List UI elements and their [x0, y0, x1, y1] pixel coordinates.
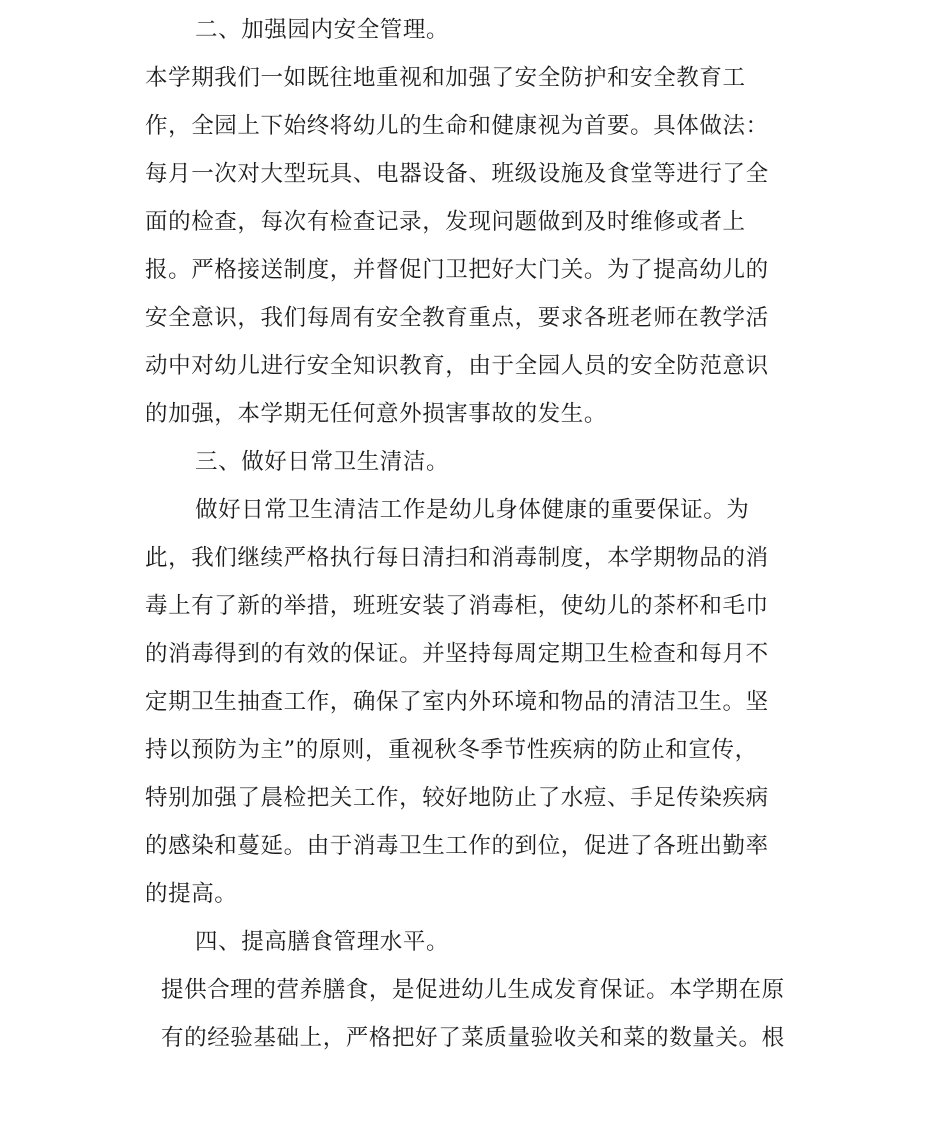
section-heading-2: 二、加强园内安全管理。: [195, 17, 450, 43]
section-heading-4: 四、提高膳食管理水平。: [195, 929, 450, 955]
paragraph-line: 此，我们继续严格执行每日清扫和消毒制度，本学期物品的消: [145, 545, 769, 571]
paragraph-line: 的提高。: [145, 881, 238, 907]
paragraph-line: 特别加强了晨检把关工作，较好地防止了水痘、手足传染疾病: [145, 785, 769, 811]
section-heading-3: 三、做好日常卫生清洁。: [195, 449, 450, 475]
paragraph-line: 报。严格接送制度，并督促门卫把好大门关。为了提高幼儿的: [145, 257, 769, 283]
paragraph-line: 做好日常卫生清洁工作是幼儿身体健康的重要保证。为: [195, 497, 750, 523]
paragraph-line: 有的经验基础上，严格把好了菜质量验收关和菜的数量关。根: [161, 1025, 785, 1051]
paragraph-line: 定期卫生抽查工作，确保了室内外环境和物品的清洁卫生。坚: [145, 689, 769, 715]
paragraph-line: 提供合理的营养膳食，是促进幼儿生成发育保证。本学期在原: [161, 977, 785, 1003]
paragraph-line: 的加强，本学期无任何意外损害事故的发生。: [145, 401, 608, 427]
paragraph-line: 作，全园上下始终将幼儿的生命和健康视为首要。具体做法：: [145, 113, 769, 139]
paragraph-line: 的消毒得到的有效的保证。并坚持每周定期卫生检查和每月不: [145, 641, 769, 667]
paragraph-line: 面的检查，每次有检查记录，发现问题做到及时维修或者上: [145, 209, 746, 235]
paragraph-line: 毒上有了新的举措，班班安装了消毒柜，使幼儿的茶杯和毛巾: [145, 593, 769, 619]
paragraph-line: 动中对幼儿进行安全知识教育，由于全园人员的安全防范意识: [145, 353, 769, 379]
paragraph-line: 的感染和蔓延。由于消毒卫生工作的到位，促进了各班出勤率: [145, 833, 769, 859]
paragraph-line: 本学期我们一如既往地重视和加强了安全防护和安全教育工: [145, 65, 746, 91]
paragraph-line: 每月一次对大型玩具、电器设备、班级设施及食堂等进行了全: [145, 161, 769, 187]
paragraph-line: 持以预防为主”的原则，重视秋冬季节性疾病的防止和宣传，: [145, 737, 758, 763]
paragraph-line: 安全意识，我们每周有安全教育重点，要求各班老师在教学活: [145, 305, 769, 331]
